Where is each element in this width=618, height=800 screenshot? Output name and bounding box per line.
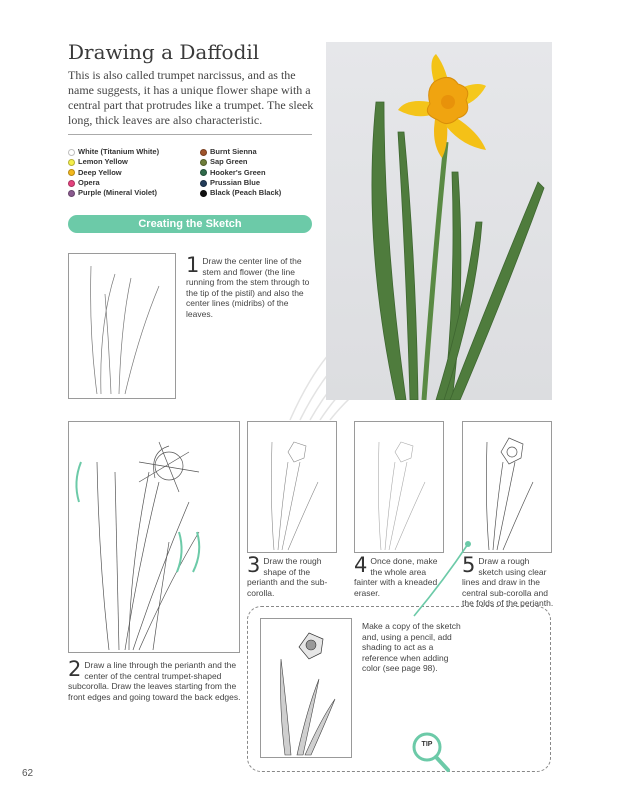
palette-list-right bbox=[200, 147, 281, 198]
tip-badge: TIP bbox=[421, 741, 433, 748]
step-1-sketch bbox=[68, 253, 176, 399]
palette-item-label: Prussian Blue bbox=[210, 177, 261, 187]
daffodil-photo bbox=[326, 42, 552, 400]
tip-text: Make a copy of the sketch and, using a pencil, add shading to act as a reference when adding color (see page 98). bbox=[362, 621, 461, 673]
palette-item bbox=[200, 147, 281, 157]
palette-item bbox=[68, 188, 159, 198]
palette-item bbox=[68, 157, 159, 167]
palette-item-label: White (Titanium White) bbox=[78, 147, 160, 156]
color-swatch bbox=[200, 180, 207, 187]
step-number: 1 bbox=[186, 253, 200, 277]
palette-item bbox=[200, 178, 281, 188]
color-swatch bbox=[68, 169, 75, 176]
color-swatch bbox=[200, 159, 207, 166]
palette-item bbox=[68, 168, 159, 178]
step-4-sketch bbox=[354, 421, 444, 553]
step-1-text bbox=[186, 253, 312, 319]
palette-list-left bbox=[68, 147, 159, 198]
palette-item-label: Sap Green bbox=[210, 157, 248, 167]
page-number: 62 bbox=[22, 768, 34, 779]
sketch-lines bbox=[261, 619, 351, 757]
sketch-lines bbox=[248, 422, 336, 552]
page-title: Drawing a Daffodil bbox=[68, 40, 260, 64]
palette-item-label: Black (Peach Black) bbox=[210, 188, 282, 198]
step-number: 5 bbox=[462, 553, 476, 577]
palette-item bbox=[68, 147, 159, 157]
palette-item bbox=[200, 157, 281, 167]
step-number: 3 bbox=[247, 553, 261, 577]
sketch-lines bbox=[69, 254, 175, 398]
daffodil-flower bbox=[398, 54, 486, 158]
palette-item-label: Lemon Yellow bbox=[78, 157, 128, 167]
palette-item-label: Purple (Mineral Violet) bbox=[78, 188, 158, 198]
divider bbox=[68, 134, 312, 135]
sketch-lines bbox=[69, 422, 239, 652]
daffodil-illustration bbox=[326, 42, 552, 400]
palette-item bbox=[200, 188, 281, 198]
palette-item bbox=[200, 168, 281, 178]
step-2-text bbox=[68, 657, 252, 702]
color-swatch bbox=[68, 159, 75, 166]
sketch-lines bbox=[463, 422, 551, 552]
step-3-text bbox=[247, 553, 337, 598]
color-swatch bbox=[200, 149, 207, 156]
step-body: Draw a line through the perianth and the center of the central trumpet-shaped subcorolla. Draw the leaves starting from the front edges and going toward the back edges. bbox=[68, 660, 241, 702]
step-body: Draw a rough sketch using clear lines and draw in the central sub-corolla and the folds of the perianth. bbox=[462, 556, 554, 608]
shaded-reference-sketch bbox=[260, 618, 352, 758]
step-5-sketch bbox=[462, 421, 552, 553]
color-swatch bbox=[68, 180, 75, 187]
palette-item-label: Opera bbox=[78, 177, 100, 187]
step-3-sketch bbox=[247, 421, 337, 553]
intro-text: This is also called trumpet narcissus, and as the name suggests, it has a unique flower shape with a central part that protrudes like a trumpet. The sleek long, thick leaves are also characteristic. bbox=[68, 68, 314, 127]
tip-connector bbox=[404, 540, 474, 620]
step-number: 4 bbox=[354, 553, 368, 577]
section-header: Creating the Sketch bbox=[68, 215, 312, 233]
step-body: Once done, make the whole area fainter with a kneaded eraser. bbox=[354, 556, 438, 598]
step-body: Draw the rough shape of the perianth and the sub-corolla. bbox=[247, 556, 328, 598]
step-body: Draw the center line of the stem and flower (the line running from the stem through to the tip of the pistil) and also the center lines (midribs) of the leaves. bbox=[186, 256, 310, 319]
color-swatch bbox=[68, 190, 75, 197]
palette-item-label: Hooker's Green bbox=[210, 167, 266, 177]
palette-item-label: Deep Yellow bbox=[78, 167, 122, 177]
sketch-lines bbox=[355, 422, 443, 552]
tip-magnifier-icon bbox=[410, 730, 454, 774]
color-swatch bbox=[200, 190, 207, 197]
step-2-sketch bbox=[68, 421, 240, 653]
step-number: 2 bbox=[68, 657, 82, 681]
palette-item bbox=[68, 178, 159, 188]
step-5-text bbox=[462, 553, 556, 609]
palette-item-label: Burnt Sienna bbox=[210, 147, 257, 156]
color-swatch bbox=[200, 169, 207, 176]
color-swatch bbox=[68, 149, 75, 156]
